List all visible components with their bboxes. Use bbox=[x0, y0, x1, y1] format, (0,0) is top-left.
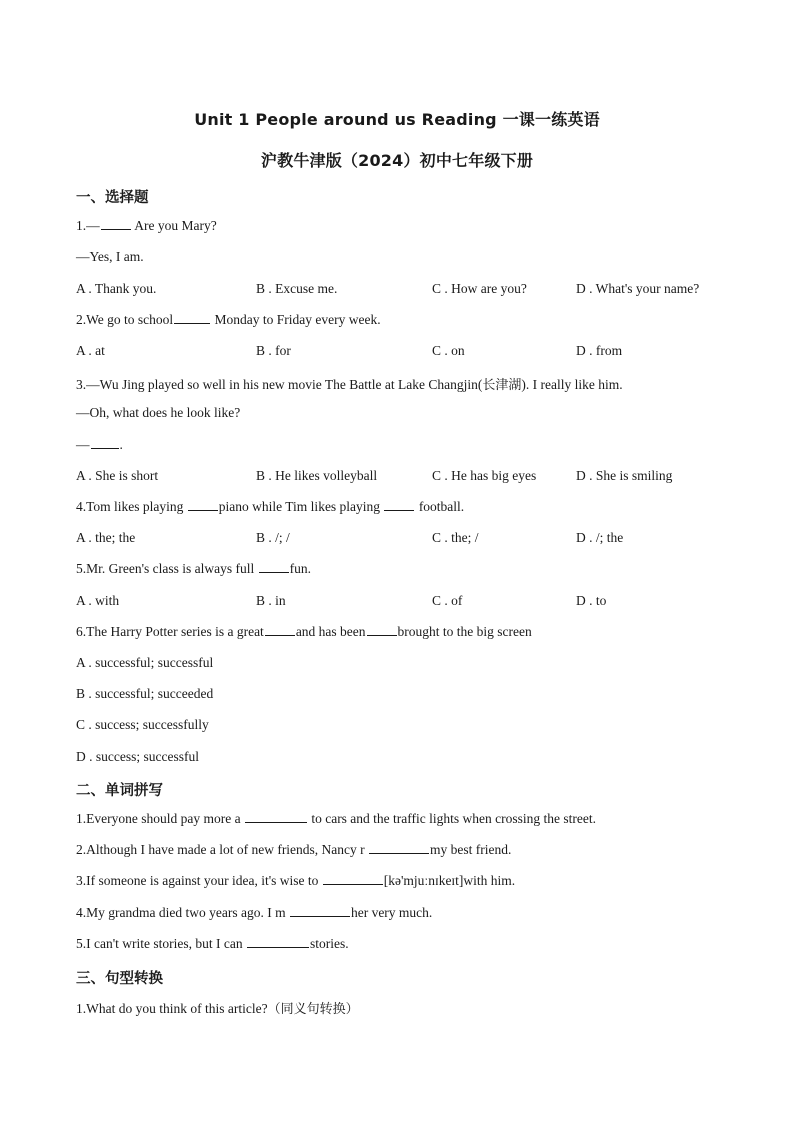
answer-blank[interactable] bbox=[91, 447, 119, 449]
question-2-option-a[interactable]: A . at bbox=[76, 343, 105, 358]
document-title: Unit 1 People around us Reading 一课一练英语 bbox=[194, 110, 600, 129]
question-6-option-c[interactable]: C . success; successfully bbox=[76, 717, 209, 732]
question-3-line2: —Oh, what does he look like? bbox=[76, 405, 241, 420]
question-5-option-b[interactable]: B . in bbox=[256, 593, 286, 608]
question-1-option-d[interactable]: D . What's your name? bbox=[576, 281, 700, 296]
question-3-option-d[interactable]: D . She is smiling bbox=[576, 468, 673, 483]
transform-question-1: 1.What do you think of this article?（同义句转换） bbox=[76, 1001, 359, 1017]
question-6-option-b[interactable]: B . successful; succeeded bbox=[76, 686, 214, 701]
question-1-option-b[interactable]: B . Excuse me. bbox=[256, 281, 338, 296]
answer-blank[interactable] bbox=[369, 852, 429, 854]
answer-blank[interactable] bbox=[101, 228, 131, 230]
question-1-option-c[interactable]: C . How are you? bbox=[432, 281, 527, 296]
spelling-question-4: 4.My grandma died two years ago. I m her very much. bbox=[76, 905, 433, 920]
question-5-option-c[interactable]: C . of bbox=[432, 593, 463, 608]
answer-blank[interactable] bbox=[290, 915, 350, 917]
question-4-option-b[interactable]: B . /; / bbox=[256, 530, 290, 545]
question-5-option-d[interactable]: D . to bbox=[576, 593, 607, 608]
answer-blank[interactable] bbox=[259, 571, 289, 573]
spelling-question-1: 1.Everyone should pay more a to cars and the traffic lights when crossing the street. bbox=[76, 811, 596, 826]
question-2-option-d[interactable]: D . from bbox=[576, 343, 623, 358]
spelling-question-2: 2.Although I have made a lot of new friends, Nancy r my best friend. bbox=[76, 842, 512, 857]
answer-blank[interactable] bbox=[384, 509, 414, 511]
answer-blank[interactable] bbox=[367, 634, 397, 636]
spelling-question-3: 3.If someone is against your idea, it's wise to [kə'mjuːnɪkeɪt]with him. bbox=[76, 873, 516, 888]
section-heading-transform: 三、句型转换 bbox=[76, 971, 163, 987]
answer-blank[interactable] bbox=[188, 509, 218, 511]
question-3-stem: 3.—Wu Jing played so well in his new movie The Battle at Lake Changjin(长津湖). I really like him. bbox=[76, 377, 623, 393]
question-4-option-d[interactable]: D . /; the bbox=[576, 530, 624, 545]
question-4-option-a[interactable]: A . the; the bbox=[76, 530, 136, 545]
question-2-option-c[interactable]: C . on bbox=[432, 343, 465, 358]
question-1-stem: 1.— Are you Mary? bbox=[76, 218, 217, 233]
question-6-option-d[interactable]: D . success; successful bbox=[76, 749, 199, 764]
question-3-option-a[interactable]: A . She is short bbox=[76, 468, 159, 483]
question-5-option-a[interactable]: A . with bbox=[76, 593, 120, 608]
section-heading-spelling: 二、单词拼写 bbox=[76, 783, 163, 799]
document-subtitle: 沪教牛津版（2024）初中七年级下册 bbox=[260, 151, 534, 170]
question-2-option-b[interactable]: B . for bbox=[256, 343, 291, 358]
section-heading-choice: 一、选择题 bbox=[76, 190, 149, 206]
spelling-question-5: 5.I can't write stories, but I can stories. bbox=[76, 936, 349, 951]
question-5-stem: 5.Mr. Green's class is always full fun. bbox=[76, 561, 312, 576]
question-3-line3: — . bbox=[76, 437, 123, 452]
question-3-option-b[interactable]: B . He likes volleyball bbox=[256, 468, 378, 483]
question-6-option-a[interactable]: A . successful; successful bbox=[76, 655, 214, 670]
question-1-option-a[interactable]: A . Thank you. bbox=[76, 281, 157, 296]
answer-blank[interactable] bbox=[245, 821, 307, 823]
question-2-stem: 2.We go to school Monday to Friday every week. bbox=[76, 312, 381, 327]
question-4-option-c[interactable]: C . the; / bbox=[432, 530, 479, 545]
answer-blank[interactable] bbox=[247, 946, 309, 948]
answer-blank[interactable] bbox=[323, 883, 383, 885]
answer-blank[interactable] bbox=[265, 634, 295, 636]
question-3-option-c[interactable]: C . He has big eyes bbox=[432, 468, 537, 483]
question-4-stem: 4.Tom likes playing piano while Tim likes playing football. bbox=[76, 499, 465, 514]
answer-blank[interactable] bbox=[174, 322, 210, 324]
question-6-stem: 6.The Harry Potter series is a great and has been brought to the big screen bbox=[76, 624, 532, 639]
question-1-reply: —Yes, I am. bbox=[76, 249, 144, 264]
